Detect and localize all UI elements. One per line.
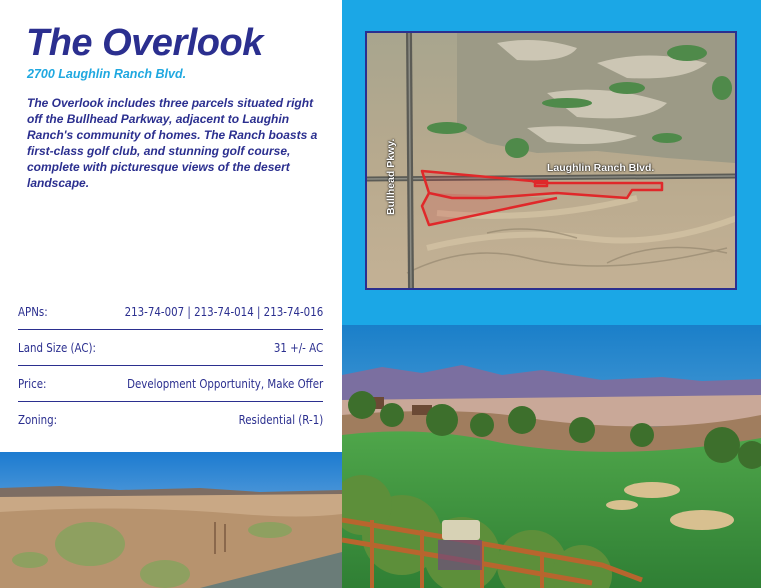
property-address: 2700 Laughlin Ranch Blvd. bbox=[27, 67, 187, 81]
fact-value: 213-74-007 | 213-74-014 | 213-74-016 bbox=[124, 304, 323, 319]
property-facts bbox=[18, 294, 323, 437]
road-label-bullhead-pkwy: Bullhead Pkwy. bbox=[385, 138, 397, 215]
info-panel bbox=[0, 0, 342, 452]
fact-label: APNs: bbox=[18, 304, 48, 319]
fact-row-apns bbox=[18, 294, 323, 330]
aerial-site-map bbox=[365, 31, 737, 290]
fact-label: Land Size (AC): bbox=[18, 340, 97, 355]
fact-row-price bbox=[18, 366, 323, 402]
golf-course-photo bbox=[342, 325, 761, 588]
page-title: The Overlook bbox=[26, 22, 263, 64]
fact-value: 31 +/- AC bbox=[273, 340, 323, 355]
fact-value: Development Opportunity, Make Offer bbox=[126, 376, 323, 391]
property-description: The Overlook includes three parcels situated right off the Bullhead Parkway, adjacent to Laughin Ranch's community of homes. The Ranch boasts a first-class golf club, and stunning golf course, complete with picturesque views of the desert landscape. bbox=[27, 96, 318, 190]
desert-landscape-photo bbox=[0, 452, 342, 588]
fact-value: Residential (R-1) bbox=[238, 412, 323, 427]
road-label-laughlin-ranch: Laughlin Ranch Blvd. bbox=[547, 162, 655, 174]
fact-row-zoning bbox=[18, 402, 323, 437]
fact-label: Zoning: bbox=[18, 412, 58, 427]
fact-row-land-size bbox=[18, 330, 323, 366]
fact-label: Price: bbox=[18, 376, 47, 391]
